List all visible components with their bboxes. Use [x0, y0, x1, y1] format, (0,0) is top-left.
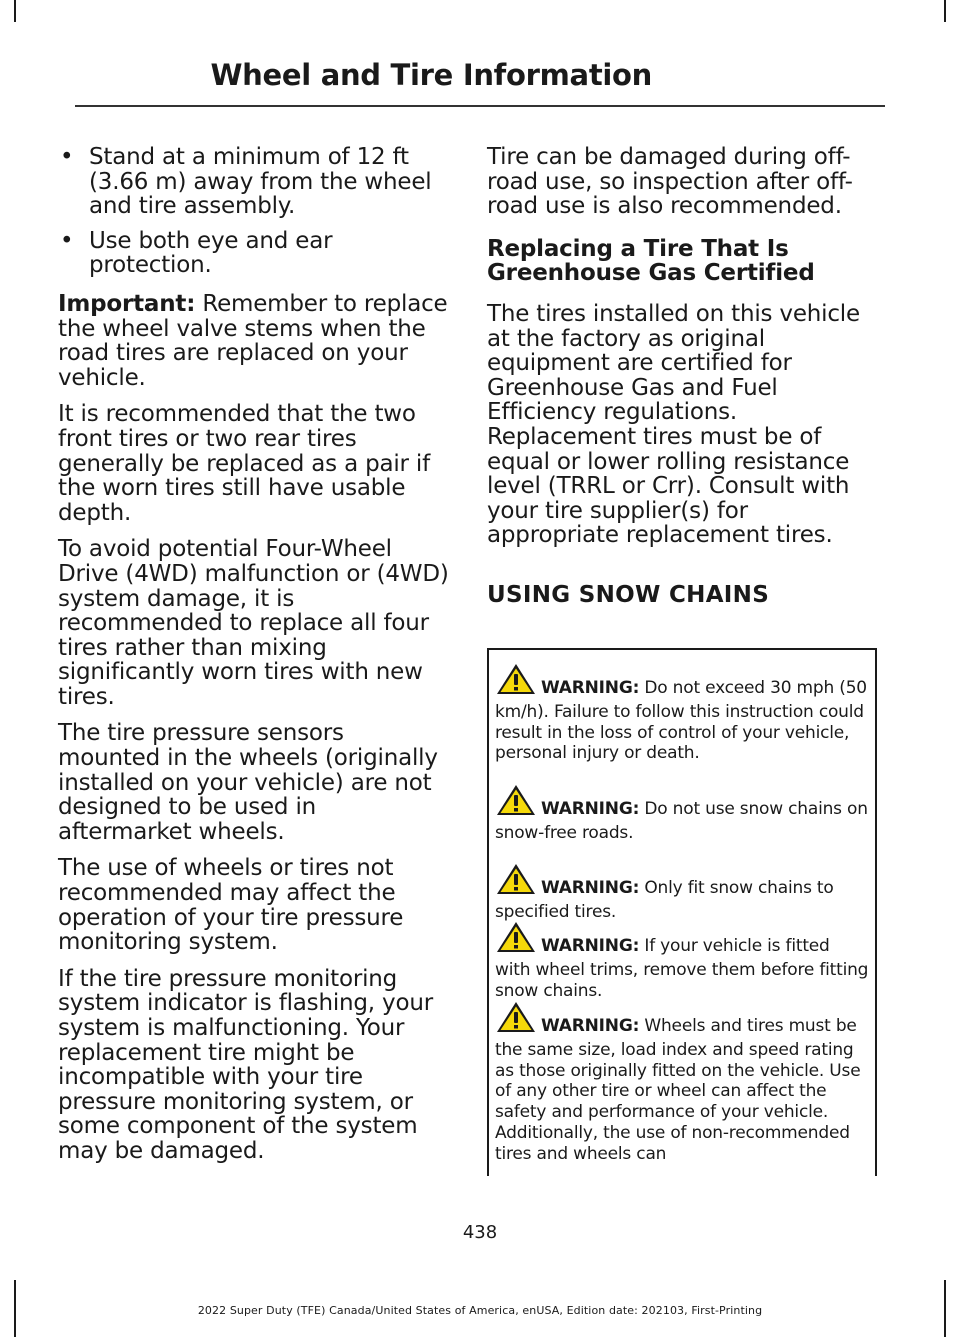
bullet-item: • Use both eye and ear protection. [60, 227, 333, 279]
paragraph: Tire can be damaged during off-road use, so inspection after off-road use is also recommended. [487, 144, 853, 220]
page-number: 438 [462, 1222, 498, 1243]
bullet-dot: • [60, 144, 74, 170]
important-label: Important: [58, 290, 196, 317]
warning-triangle-icon [495, 783, 537, 823]
warning-triangle-icon [495, 662, 537, 702]
right-column [487, 145, 879, 608]
warning-triangle-icon [495, 920, 537, 960]
crop-mark-top-right [944, 0, 946, 22]
paragraph: If the tire pressure monitoring system indicator is flashing, your system is malfunctioning. Your replacement tire might be incompatible with your tire pressure monitoring system, or some component of the system may be damaged. [58, 965, 433, 1164]
bullet-item: • Stand at a minimum of 12 ft (3.66 m) away from the wheel and tire assembly. [60, 144, 432, 220]
warning-item: WARNING: If your vehicle is fitted with wheel trims, remove them before fitting snow chains. [495, 920, 869, 1001]
warning-item: WARNING: Do not exceed 30 mph (50 km/h). Failure to follow this instruction could result in the loss of control of your vehicle, personal injury or death. [495, 662, 869, 764]
paragraph: It is recommended that the two front tires or two rear tires generally be replaced as a pair if the worn tires still have usable depth. [58, 401, 431, 526]
section-heading-snow-chains: USING SNOW CHAINS [487, 581, 770, 608]
paragraph: To avoid potential Four-Wheel Drive (4WD) malfunction or (4WD) system damage, it is recommended to replace all four tires rather than mixing significantly worn tires with new tires. [58, 536, 449, 710]
left-column [58, 145, 450, 1176]
bullet-dot: • [60, 227, 74, 254]
warning-triangle-icon [495, 1000, 537, 1040]
warning-item: WARNING: Only fit snow chains to specified tires. [495, 862, 869, 923]
paragraph: The tires installed on this vehicle at the factory as original equipment are certified for Greenhouse Gas and Fuel Efficiency regulations. Replacement tires must be of equal or lower rolling resistance level (TRRL or Crr). Consult with your tire supplier(s) for appropriate replacement tires. [487, 300, 860, 549]
crop-mark-top-left [14, 0, 16, 22]
important-note: Important: Remember to replace the wheel valve stems when the road tires are replaced on your vehicle. [58, 290, 448, 391]
warning-item: WARNING: Do not use snow chains on snow-free roads. [495, 783, 869, 844]
footer-edition: 2022 Super Duty (TFE) Canada/United States of America, enUSA, Edition date: 202103, First-Printing [197, 1304, 763, 1317]
subheading-greenhouse: Replacing a Tire That Is Greenhouse Gas Certified [487, 235, 815, 287]
warning-triangle-icon [495, 862, 537, 902]
paragraph: The tire pressure sensors mounted in the wheels (originally installed on your vehicle) are not designed to be used in aftermarket wheels. [58, 720, 438, 845]
warning-box [487, 648, 877, 1176]
paragraph: The use of wheels or tires not recommended may affect the operation of your tire pressure monitoring system. [58, 855, 404, 956]
header-rule [75, 105, 885, 107]
warning-item: WARNING: Wheels and tires must be the same size, load index and speed rating as those originally fitted on the vehicle. Use of any other tire or wheel can affect the safety and performance of your vehicle. Additionally, the use of non-recommended tires and wheels can [495, 1000, 869, 1165]
